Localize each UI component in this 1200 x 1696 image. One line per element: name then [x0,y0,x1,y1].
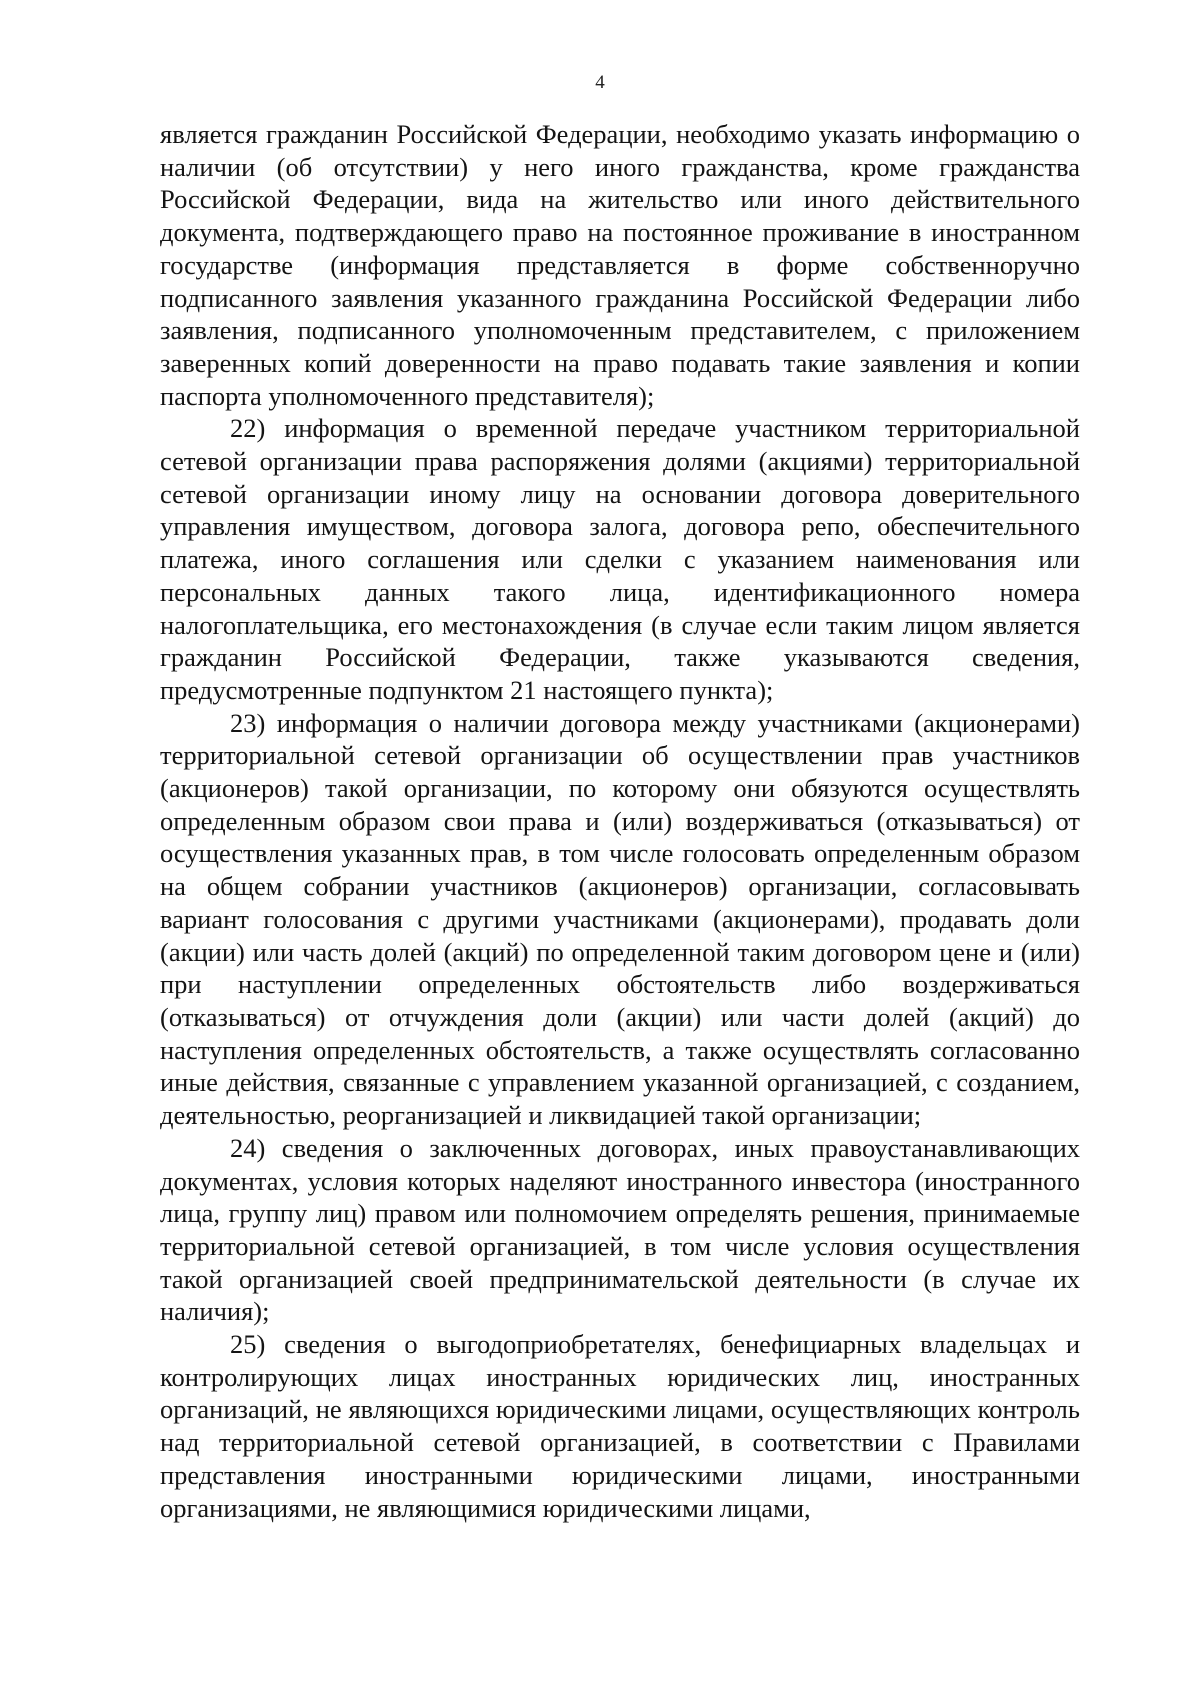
paragraph-item-22: 22) информация о временной передаче участником территориальной сетевой организации права распоряжения долями (акциями) территориальной сетевой организации иному лицу на основании договора доверительного управления имуществом, договора залога, договора репо, обеспечительного платежа, иного соглашения или сделки с указанием наименования или персональных данных такого лица, идентификационного номера налогоплательщика, его местонахождения (в случае если таким лицом является гражданин Российской Федерации, также указываются сведения, предусмотренные подпунктом 21 настоящего пункта); [160,413,1080,705]
page-number: 4 [595,72,605,93]
paragraph-item-21-continued: является гражданин Российской Федерации, необходимо указать информацию о наличии (об отсутствии) у него иного гражданства, кроме гражданства Российской Федерации, вида на жительство или иного действительного документа, подтверждающего право на постоянное проживание в иностранном государстве (информация представляется в форме собственноручно подписанного заявления указанного гражданина Российской Федерации либо заявления, подписанного уполномоченным представителем, с приложением заверенных копий доверенности на право подавать такие заявления и копии паспорта уполномоченного представителя); [160,119,1080,411]
paragraph-item-24: 24) сведения о заключенных договорах, иных правоустанавливающих документах, условия которых наделяют иностранного инвестора (иностранного лица, группу лиц) правом или полномочием определять решения, принимаемые территориальной сетевой организацией, в том числе условия осуществления такой организацией своей предпринимательской деятельности (в случае их наличия); [160,1132,1080,1327]
paragraph-item-23: 23) информация о наличии договора между участниками (акционерами) территориальной сетевой организации об осуществлении прав участников (акционеров) такой организации, по которому они обязуются осуществлять определенным образом свои права и (или) воздерживаться (отказываться) от осуществления указанных прав, в том числе голосовать определенным образом на общем собрании участников (акционеров) организации, согласовывать вариант голосования с другими участниками (акционерами), продавать доли (акции) или часть долей (акций) по определенной таким договором цене и (или) при наступлении определенных обстоятельств либо воздерживаться (отказываться) от отчуждения доли (акции) или части долей (акций) до наступления определенных обстоятельств, а также осуществлять согласованно иные действия, связанные с управлением указанной организацией, с созданием, деятельностью, реорганизацией и ликвидацией такой организации; [160,707,1080,1131]
paragraph-item-25: 25) сведения о выгодоприобретателях, бенефициарных владельцах и контролирующих лицах иностранных юридических лиц, иностранных организаций, не являющихся юридическими лицами, осуществляющих контроль над территориальной сетевой организацией, в соответствии с Правилами представления иностранными юридическими лицами, иностранными организациями, не являющимися юридическими лицами, [160,1329,1080,1523]
document-body [160,118,1080,1524]
